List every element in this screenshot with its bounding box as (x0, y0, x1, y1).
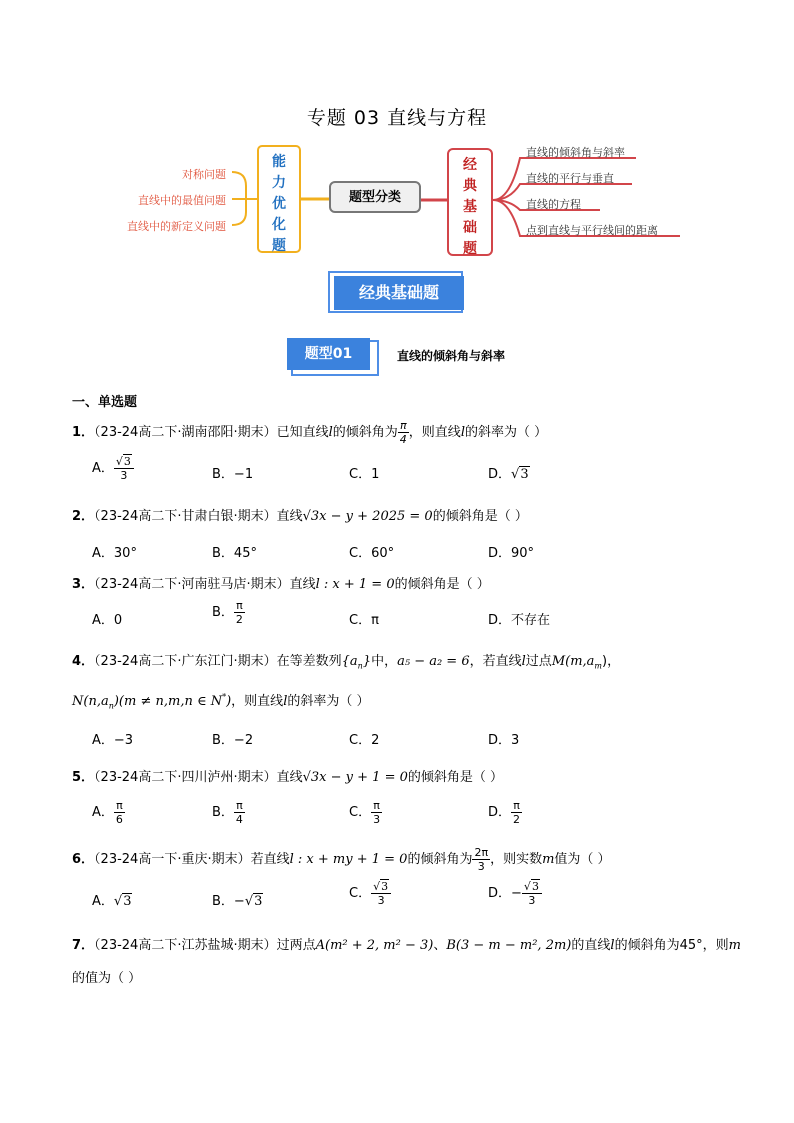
q3-option-d: D．不存在 (488, 613, 551, 628)
mindmap-basic-box: 经 典 基 础 题 (447, 148, 493, 256)
q5-option-c: C． $\frac{\pi}{3}$ (349, 799, 381, 826)
q1-option-a: A． $\frac{√3}{3}$ (92, 455, 134, 482)
mindmap-right-item-3: 直线的方程 (526, 198, 581, 211)
q6-option-a: A．√3 (92, 894, 132, 909)
q1-option-b: B．−1 (212, 467, 254, 482)
mindmap-right-item-1: 直线的倾斜角与斜率 (526, 146, 625, 159)
mindmap-right-item-4: 点到直线与平行线间的距离 (526, 224, 658, 237)
q1-option-d: D．√3 (488, 467, 529, 482)
part-heading: 一、单选题 (72, 395, 138, 410)
mindmap-left-item-1: 对称问题 (182, 168, 226, 181)
question-5: 5．（23-24高二下·四川泸州·期末）直线√3x − y + 1 = 0的倾斜角是（ ） (72, 770, 504, 785)
page-title: 专题 03 直线与方程 (306, 107, 488, 129)
classic-basics-banner: 经典基础题 (328, 271, 463, 313)
question-4-line2: $N(n,a_n)(m \ne n,m,n$ ∈ N*)，则直线l的斜率为（ ） (72, 692, 370, 711)
q4-option-d: D．3 (488, 733, 520, 748)
q3-option-c: C．π (349, 613, 379, 628)
mindmap-right-item-2: 直线的平行与垂直 (526, 172, 614, 185)
q4-option-c: C．2 (349, 733, 380, 748)
mindmap-left-item-3: 直线中的新定义问题 (127, 220, 226, 233)
q2-option-a: A．30° (92, 546, 137, 561)
mindmap-center-node: 题型分类 (329, 181, 421, 213)
question-7: 7．（23-24高二下·江苏盐城·期末）过两点A(m² + 2, m² − 3)、B(3 − m − m², 2m)的直线l的倾斜角为45°，则m (72, 938, 741, 953)
q4-option-b: B．−2 (212, 733, 254, 748)
question-2: 2．（23-24高二下·甘肃白银·期末）直线√3x − y + 2025 = 0的倾斜角是（ ） (72, 509, 528, 524)
q4-option-a: A．−3 (92, 733, 134, 748)
question-1: 1．（23-24高二下·湖南邵阳·期末）已知直线l的倾斜角为 $\frac{\pi}{4}$ ，则直线l的斜率为（ ） (72, 419, 548, 446)
q2-option-c: C．60° (349, 546, 395, 561)
question-3: 3．（23-24高二下·河南驻马店·期末）直线l : x + 1 = 0的倾斜角是（ ） (72, 577, 490, 592)
question-4: 4．（23-24高二下·广东江门·期末）在等差数列$\{a_n\}$中，a₅ − a₂ = 6，若直线l过点$M(m,a_m)$， (72, 654, 621, 671)
q5-option-a: A． $\frac{\pi}{6}$ (92, 799, 123, 826)
q6-option-d: D．− $\frac{√3}{3}$ (488, 880, 542, 907)
q6-option-c: C． $\frac{√3}{3}$ (349, 880, 391, 907)
q2-option-b: B．45° (212, 546, 257, 561)
mindmap-connectors (0, 0, 794, 300)
q1-option-c: C．1 (349, 467, 380, 482)
q3-option-a: A．0 (92, 613, 123, 628)
q5-option-b: B． $\frac{\pi}{4}$ (212, 799, 243, 826)
q3-option-b: B． $\frac{\pi}{2}$ (212, 599, 243, 626)
question-7-line2: 的值为（ ） (72, 971, 142, 986)
question-6: 6．（23-24高一下·重庆·期末）若直线l : x + my + 1 = 0的倾斜角为 $\frac{2\pi}{3}$ ，则实数m值为（ ） (72, 846, 611, 873)
q2-option-d: D．90° (488, 546, 535, 561)
mindmap-left-item-2: 直线中的最值问题 (138, 194, 226, 207)
q6-option-b: B．−√3 (212, 894, 263, 909)
section-title: 直线的倾斜角与斜率 (397, 349, 506, 363)
mindmap-ability-box: 能 力 优 化 题 (257, 145, 301, 253)
q5-option-d: D． $\frac{\pi}{2}$ (488, 799, 521, 826)
question-type-banner: 题型01 (287, 338, 379, 376)
